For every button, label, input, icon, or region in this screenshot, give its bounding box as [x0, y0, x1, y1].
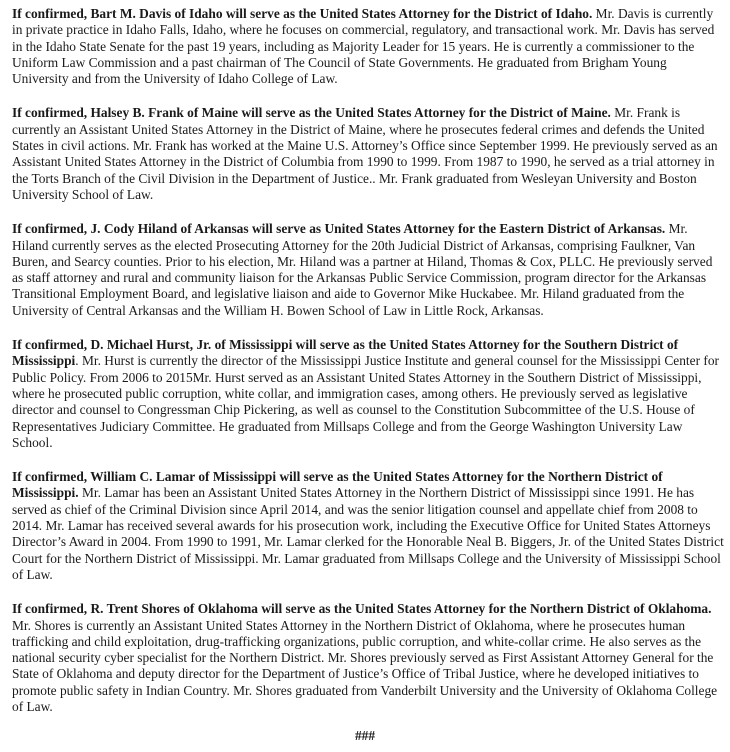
nominee-lead-frank: If confirmed, Halsey B. Frank of Maine will serve as the United States Attorney for the District of Maine.	[12, 105, 611, 121]
nominee-lead-shores: If confirmed, R. Trent Shores of Oklahoma will serve as the United States Attorney for the Northern District of Oklahoma.	[12, 601, 712, 617]
nominee-bio-frank: Mr. Frank is currently an Assistant United States Attorney in the District of Maine, where he prosecutes federal crimes and defends the United States in civil actions. Mr. Frank has worked at the Maine U.S. Attorney’s Office since September 1999. He previously served as an Assistant United States Attorney in the District of Columbia from 1990 to 1999. From 1987 to 1990, he served as a trial attorney in the Torts Branch of the Civil Division in the Department of Justice.. Mr. Frank graduated from Wesleyan University and Boston University School of Law.	[12, 105, 718, 202]
nominee-paragraph-hurst	[12, 337, 724, 451]
nominee-paragraph-shores	[12, 601, 724, 715]
nominee-bio-hiland: Mr. Hiland currently serves as the elected Prosecuting Attorney for the 20th Judicial District of Arkansas, comprising Faulkner, Van Buren, and Searcy counties. Prior to his election, Mr. Hiland was a partner at Hiland, Thomas & Cox, PLLC. He previously served as staff attorney and rural and community liaison for the Arkansas Public Service Commission, program director for the Arkansas Transitional Employment Board, and legislative liaison and aide to Governor Mike Huckabee. Mr. Hiland graduated from the University of Central Arkansas and the William H. Bowen School of Law in Little Rock, Arkansas.	[12, 221, 713, 318]
nominee-bio-davis: Mr. Davis is currently in private practice in Idaho Falls, Idaho, where he focuses on commercial, regulatory, and transactional work. Mr. Davis has served in the Idaho State Senate for the past 19 years, including as Majority Leader for 15 years. He is currently a commissioner to the Uniform Law Commission and a past chairman of The Council of State Governments. He graduated from Brigham Young University and from the University of Idaho College of Law.	[12, 6, 715, 87]
nominee-lead-davis: If confirmed, Bart M. Davis of Idaho will serve as the United States Attorney for the District of Idaho.	[12, 6, 593, 21]
nominee-lead-hurst: If confirmed, D. Michael Hurst, Jr. of Mississippi will serve as the United States Attorney for the Southern District of Mississippi	[12, 337, 679, 369]
nominee-bio-hurst: . Mr. Hurst is currently the director of the Mississippi Justice Institute and general counsel for the Mississippi Center for Public Policy. From 2006 to 2015Mr. Hurst served as an Assistant United States Attorney in the Southern District of Mississippi, where he prosecuted public corruption, white collar, and immigration cases, among others. He previously served as legislative director and counsel to Congressman Chip Pickering, as well as counsel to the Constitution Subcommittee of the U.S. House of Representatives Judiciary Committee. He graduated from Millsaps College and from the George Washington University Law School.	[12, 353, 720, 450]
nominee-paragraph-frank	[12, 105, 724, 203]
nominee-paragraph-lamar	[12, 469, 724, 583]
nominee-paragraph-davis	[12, 6, 724, 87]
press-release-body	[12, 6, 724, 733]
nominee-lead-hiland: If confirmed, J. Cody Hiland of Arkansas will serve as United States Attorney for the Eastern District of Arkansas.	[12, 221, 666, 237]
nominee-paragraph-hiland	[12, 221, 724, 319]
nominee-lead-lamar: If confirmed, William C. Lamar of Mississippi will serve as the United States Attorney for the Northern District of Mississippi.	[12, 469, 663, 501]
nominee-bio-lamar: Mr. Lamar has been an Assistant United States Attorney in the Northern District of Mississippi since 1991. He has served as chief of the Criminal Division since April 2014, and was the senior litigation counsel and appellate chief from 2008 to 2014. Mr. Lamar has received several awards for his prosecution work, including the Executive Office for United States Attorneys Director’s Award in 2004. From 1990 to 1991, Mr. Lamar clerked for the Honorable Neal B. Biggers, Jr. of the United States District Court for the Northern District of Mississippi. Mr. Lamar graduated from Millsaps College and the University of Mississippi School of Law.	[12, 485, 724, 582]
nominee-bio-shores: Mr. Shores is currently an Assistant United States Attorney in the Northern District of Oklahoma, where he prosecutes human trafficking and child exploitation, drug-trafficking organizations, public corruption, and white-collar crime. He also serves as the national security cyber specialist for the Northern District. Mr. Shores previously served as First Assistant Attorney General for the State of Oklahoma and deputy director for the Department of Justice’s Office of Tribal Justice, where he developed initiatives to promote public safety in Indian Country. Mr. Shores graduated from Vanderbilt University and the University of Oklahoma College of Law.	[12, 617, 718, 714]
end-of-release-mark: ###	[354, 728, 376, 743]
